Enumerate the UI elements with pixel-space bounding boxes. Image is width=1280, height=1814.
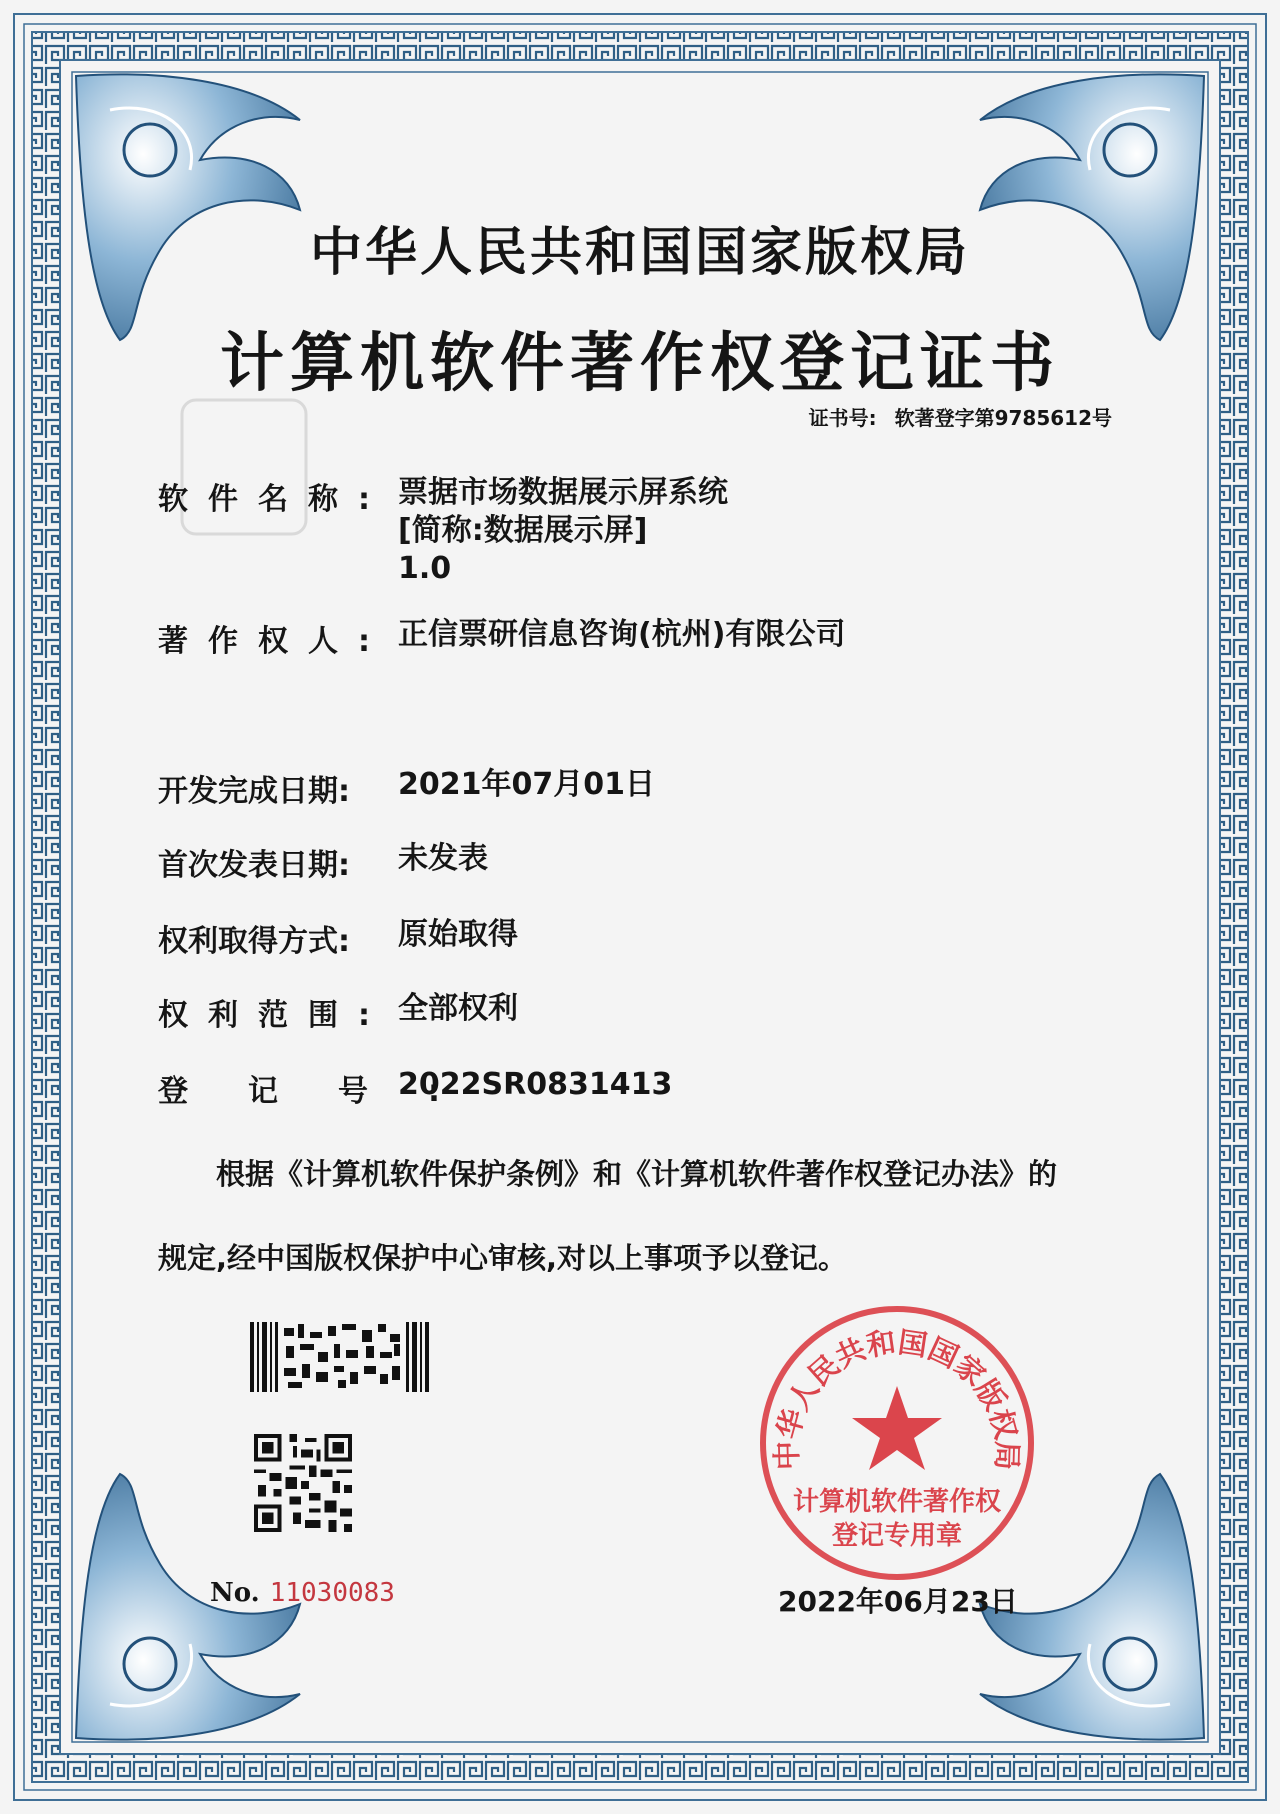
registration-number-label: 登记号: (158, 1074, 500, 1109)
registration-number-value: 2022SR0831413 (398, 1067, 673, 1102)
software-name-line1: 票据市场数据展示屏系统 (398, 475, 728, 510)
seal-inner-line1: 计算机软件著作权 (792, 1487, 1002, 1517)
first-publish-date-label: 首次发表日期: (158, 848, 350, 883)
completion-date-label: 开发完成日期: (158, 774, 350, 809)
acquisition-method-label: 权利取得方式: (158, 924, 350, 959)
qr-code (254, 1434, 352, 1532)
issuing-authority: 中华人民共和国国家版权局 (309, 223, 970, 283)
seal-inner-line2: 登记专用章 (831, 1521, 963, 1551)
statement-line1: 根据《计算机软件保护条例》和《计算机软件著作权登记办法》的 (216, 1157, 1058, 1191)
serial-number (210, 1578, 395, 1608)
software-name-line2: [简称:数据展示屏] (398, 513, 648, 548)
completion-date-value: 2021年07月01日 (398, 767, 655, 802)
corner-ornament-tl (76, 74, 300, 340)
first-publish-date-value: 未发表 (398, 841, 488, 876)
certificate-number-label: 证书号: (808, 406, 877, 430)
rights-scope-label: 权利范围: (158, 998, 390, 1033)
seal-ring-text: 中华人民共和国国家版权局 (769, 1324, 1025, 1471)
copyright-owner-label: 著作权人: (158, 624, 390, 659)
serial-value: 11030083 (269, 1578, 395, 1608)
certificate-title: 计算机软件著作权登记证书 (220, 326, 1060, 401)
issue-date: 2022年06月23日 (778, 1585, 1018, 1618)
seal-star-icon (852, 1386, 942, 1470)
software-name-value (398, 474, 728, 588)
official-seal (756, 1302, 1038, 1584)
serial-label: No. (210, 1578, 260, 1608)
certificate-number-value: 软著登字第9785612号 (894, 406, 1112, 430)
certificate-number (809, 402, 1112, 431)
rights-scope-value: 全部权利 (398, 991, 518, 1026)
acquisition-method-value: 原始取得 (398, 917, 518, 952)
statement-line2: 规定,经中国版权保护中心审核,对以上事项予以登记。 (158, 1241, 848, 1275)
corner-ornament-tr (980, 74, 1204, 340)
copyright-owner-value: 正信票研信息咨询(杭州)有限公司 (398, 617, 846, 652)
software-version: 1.0 (398, 551, 452, 586)
barcode (248, 1322, 434, 1392)
software-name-label: 软件名称: (158, 482, 390, 517)
